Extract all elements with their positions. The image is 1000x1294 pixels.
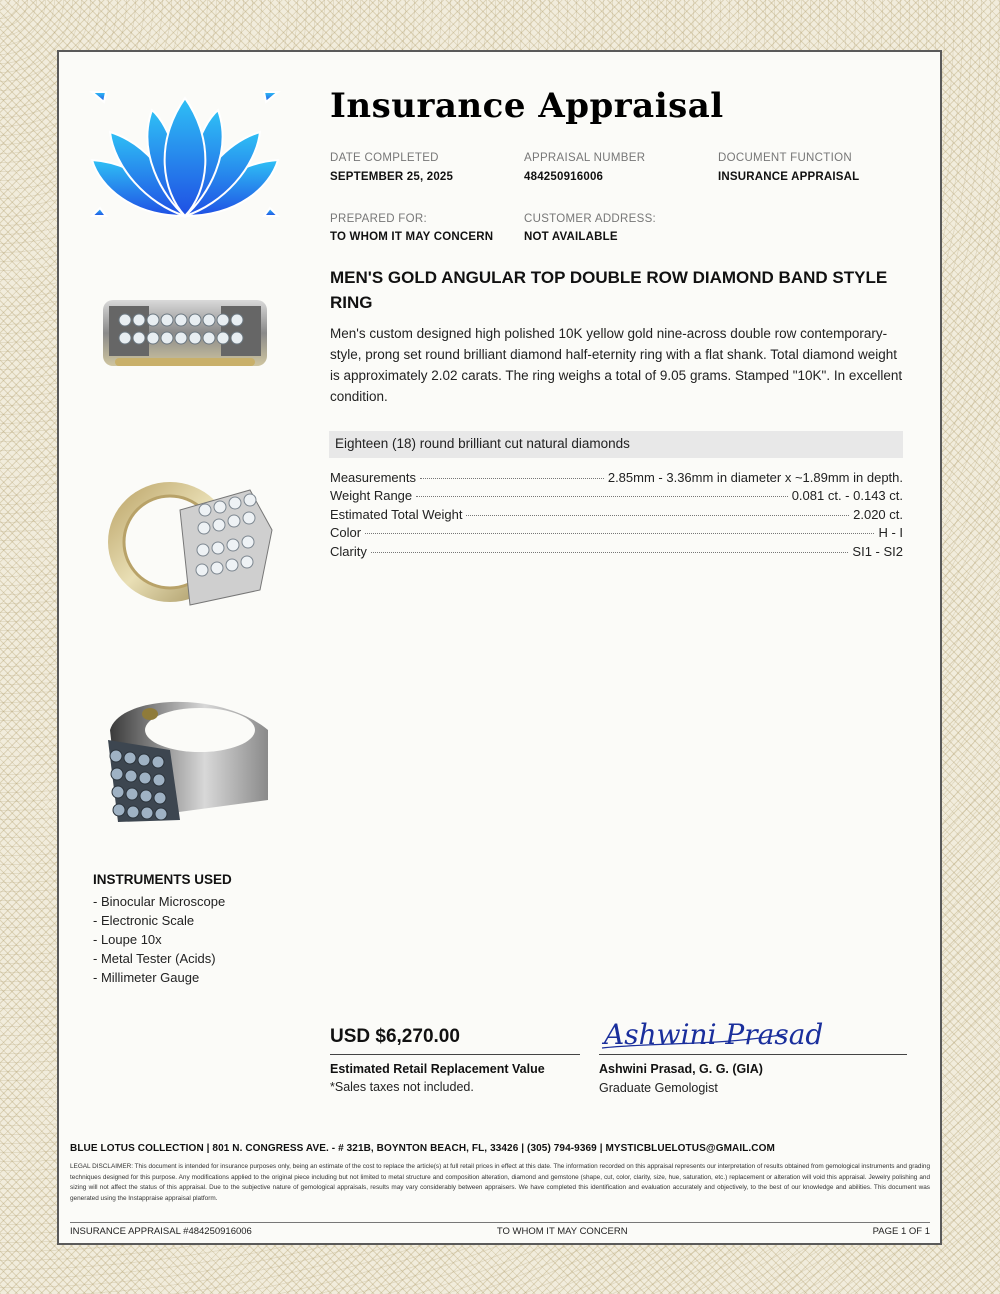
footer-divider [70, 1222, 930, 1223]
legal-disclaimer: LEGAL DISCLAIMER: This document is intended for insurance purposes only, being an estimate of the cost to replace the article(s) at full retail prices in effect at this date. The information recorded on this appraisal represents our interpretation of results obtained from gemological instruments and grading techniques designed for this purpose. Any modifications applied to the original piece including but not limited to metal structure and composition alteration, diamond and gemstone (shape, cut, color, clarity, size, hue, saturation, etc.) replacement or alteration will void this appraisal. Jewelry polishing and sizing will not affect the status of this appraisal. Due to the subjective nature of gemological appraisals, results may vary considerably between appraisers. We have completed this identification and evaluation accurately and objectively, to the best of our knowledge and abilities. This document was generated using the Instappraise appraisal platform. [70, 1163, 930, 1202]
spec-value: SI1 - SI2 [852, 544, 903, 559]
appraiser-title: Graduate Gemologist [599, 1081, 718, 1095]
stone-group-header: Eighteen (18) round brilliant cut natural diamonds [329, 431, 903, 458]
spec-value: 0.081 ct. - 0.143 ct. [791, 488, 903, 503]
signature-text: Ashwini Prasad [604, 1018, 824, 1051]
instrument-item: - Metal Tester (Acids) [93, 951, 216, 966]
item-title: MEN'S GOLD ANGULAR TOP DOUBLE ROW DIAMOND BAND STYLE RING [330, 268, 888, 312]
signature-divider [599, 1054, 907, 1055]
spec-value: 2.85mm - 3.36mm in diameter x ~1.89mm in depth. [607, 470, 903, 485]
spec-row-color [330, 525, 903, 540]
spec-value: H - I [878, 525, 903, 540]
item-description: Men's custom designed high polished 10K yellow gold nine-across double row contemporary-style, prong set round brilliant diamond half-eternity ring with a flat shank. Total diamond weight is approximately 2.02 carats. The ring weighs a total of 9.05 grams. Stamped "10K". In excellent condition. [330, 326, 903, 404]
dot-leader [371, 552, 849, 553]
lotus-logo [92, 92, 278, 220]
prepared-for-label: PREPARED FOR: [330, 213, 427, 225]
value-divider [330, 1054, 580, 1055]
tax-note: *Sales taxes not included. [330, 1080, 474, 1094]
appraised-value: USD $6,270.00 [330, 1026, 460, 1047]
spec-label: Estimated Total Weight [330, 507, 463, 522]
appraiser-name: Ashwini Prasad, G. G. (GIA) [599, 1062, 763, 1076]
ring-photo-front [95, 292, 275, 372]
instrument-item: - Loupe 10x [93, 932, 162, 947]
ring-photo-side [100, 690, 275, 830]
date-completed-value: SEPTEMBER 25, 2025 [330, 171, 454, 183]
instrument-item: - Binocular Microscope [93, 894, 226, 909]
spec-value: 2.020 ct. [853, 507, 903, 522]
appraiser-signature [600, 1012, 824, 1054]
document-function-label: DOCUMENT FUNCTION [718, 152, 852, 164]
ring-photo-angle [100, 470, 275, 610]
instruments-title: INSTRUMENTS USED [93, 872, 232, 887]
footer-appraisal-ref: INSURANCE APPRAISAL #484250916006 [70, 1226, 252, 1237]
document-function-value: INSURANCE APPRAISAL [718, 171, 860, 183]
document-title: Insurance Appraisal [330, 86, 724, 126]
customer-address-label: CUSTOMER ADDRESS: [524, 213, 657, 225]
spec-row-total-weight [330, 507, 903, 522]
dot-leader [420, 478, 604, 479]
dot-leader [416, 496, 788, 497]
spec-label: Color [330, 525, 362, 540]
spec-label: Weight Range [330, 488, 413, 503]
prepared-for-value: TO WHOM IT MAY CONCERN [330, 231, 494, 243]
instrument-item: - Electronic Scale [93, 913, 195, 928]
value-label: Estimated Retail Replacement Value [330, 1062, 545, 1076]
page-footer [70, 1226, 930, 1237]
appraisal-number-label: APPRAISAL NUMBER [524, 152, 646, 164]
dot-leader [466, 515, 849, 516]
spec-row-clarity [330, 544, 903, 559]
spec-label: Measurements [330, 470, 416, 485]
spec-row-weight-range [330, 488, 903, 503]
business-info: BLUE LOTUS COLLECTION | 801 N. CONGRESS AVE. - # 321B, BOYNTON BEACH, FL, 33426 | (305) 794-9369 | MYSTICBLUELOTUS@GMAIL.COM [70, 1143, 775, 1154]
footer-page-number: PAGE 1 OF 1 [872, 1226, 930, 1237]
date-completed-label: DATE COMPLETED [330, 152, 439, 164]
footer-recipient: TO WHOM IT MAY CONCERN [496, 1226, 628, 1237]
dot-leader [365, 533, 874, 534]
spec-row-measurements [330, 470, 903, 485]
instruments-list [93, 892, 225, 987]
appraisal-number-value: 484250916006 [524, 171, 604, 183]
spec-label: Clarity [330, 544, 367, 559]
customer-address-value: NOT AVAILABLE [524, 231, 618, 243]
instrument-item: - Millimeter Gauge [93, 970, 200, 985]
